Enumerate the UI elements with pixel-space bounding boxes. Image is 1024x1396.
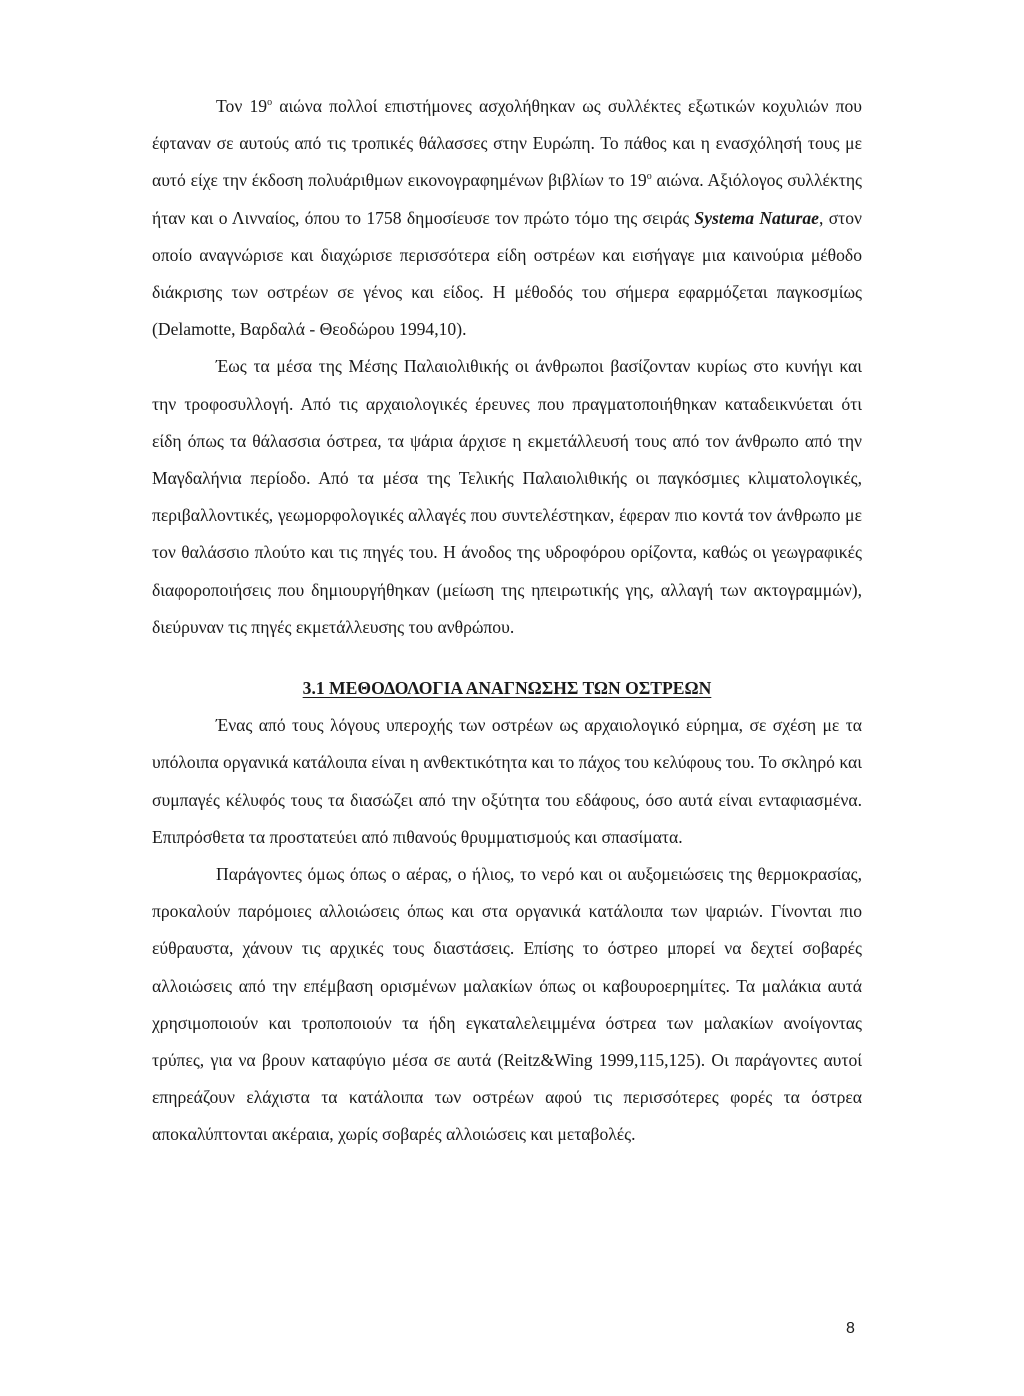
- superscript-ordinal: ο: [267, 97, 273, 108]
- paragraph-text: , στον οποίο αναγνώρισε και διαχώρισε περισσότερα είδη οστρέων και εισήγαγε μια καινούρια μέθοδο διάκρισης των οστρέων σε γένος και είδος. Η μέθοδός του σήμερα εφαρμόζεται παγκοσμίως (Delamotte, Βαρδαλά - Θεοδώρου 1994,10).: [152, 207, 862, 340]
- paragraph-palaeolithic: Έως τα μέσα της Μέσης Παλαιολιθικής οι άνθρωποι βασίζονταν κυρίως στο κυνήγι και την τροφοσυλλογή. Από τις αρχαιολογικές έρευνες που πραγματοποιήθηκαν καταδεικνύεται ότι είδη όπως τα θάλασσια όστρεα, τα ψάρια άρχισε η εκμετάλλευσή τους από τον άνθρωπο από την Μαγδαλήνια περίοδο. Από τα μέσα της Τελικής Παλαιολιθικής οι παγκόσμιες κλιματολογικές, περιβαλλοντικές, γεωμορφολογικές αλλαγές που συντελέστηκαν, έφεραν πιο κοντά τον άνθρωπο με τον θαλάσσιο πλούτο και τις πηγές του. Η άνοδος της υδροφόρου ορίζοντα, καθώς οι γεωγραφικές διαφοροποιήσεις που δημιουργήθηκαν (μείωση της ηπειρωτικής γης, αλλαγή των ακτογραμμών), διεύρυναν τις πηγές εκμετάλλευσης του ανθρώπου.: [152, 356, 862, 637]
- paragraph-text: αιώνα. Αξιόλογος συλλέκτης ήταν και ο Λινναίος, όπου το 1758 δημοσίευσε τον πρώτο τόμο της σειράς: [152, 170, 862, 228]
- section-heading-text: 3.1 ΜΕΘΟΔΟΛΟΓΙΑ ΑΝΑΓΝΩΣΗΣ ΤΩΝ ΟΣΤΡΕΩΝ: [302, 678, 712, 699]
- paragraph-text: Τον 19: [216, 96, 268, 116]
- paragraph-text: αιώνα πολλοί επιστήμονες ασχολήθηκαν ως συλλέκτες εξωτικών κοχυλιών που έφταναν σε αυτούς από τις τροπικές θάλασσες στην Ευρώπη. Το πάθος και η ενασχόλησή τους με αυτό είχε την έκδοση πολυάριθμων εικονογραφημένων βιβλίων το 19: [152, 96, 863, 191]
- paragraph-shell-durability: Ένας από τους λόγους υπεροχής των οστρέων ως αρχαιολογικό εύρημα, σε σχέση με τα υπόλοιπα οργανικά κατάλοιπα είναι η ανθεκτικότητα και το πάχος του κελύφους του. Το σκληρό και συμπαγές κέλυφός τους τα διασώζει από την οξύτητα του εδάφους, όσο αυτά είναι ενταφιασμένα. Επιπρόσθετα τα προστατεύει από πιθανούς θρυμματισμούς και σπασίματα.: [152, 715, 862, 847]
- paragraph-alteration-factors: Παράγοντες όμως όπως ο αέρας, ο ήλιος, το νερό και οι αυξομειώσεις της θερμοκρασίας, προκαλούν παρόμοιες αλλοιώσεις όπως και στα οργανικά κατάλοιπα των ψαριών. Γίνονται πιο εύθραυστα, χάνουν τις αρχικές τους διαστάσεις. Επίσης το όστρεο μπορεί να δεχτεί σοβαρές αλλοιώσεις από την επέμβαση ορισμένων μαλακίων όπως οι καβουροερημίτες. Τα μαλάκια αυτά χρησιμοποιούν και τροποποιούν τα ήδη εγκαταλελειμμένα όστρεα των μαλακίων ανοίγοντας τρύπες, για να βρουν καταφύγιο μέσα σε αυτά (Reitz&Wing 1999,115,125). Οι παράγοντες αυτοί επηρεάζουν ελάχιστα τα κατάλοιπα των οστρέων αφού τις περισσότερες φορές τα όστρεα αποκαλύπτονται ακέραια, χωρίς σοβαρές αλλοιώσεις και μεταβολές.: [152, 864, 862, 1145]
- section-heading: [152, 670, 862, 707]
- page-number: 8: [846, 1320, 855, 1337]
- document-body: [152, 88, 862, 1154]
- paragraph-linnaeus: [152, 88, 862, 348]
- superscript-ordinal: ο: [646, 171, 652, 183]
- work-title: Systema Naturae: [694, 207, 819, 228]
